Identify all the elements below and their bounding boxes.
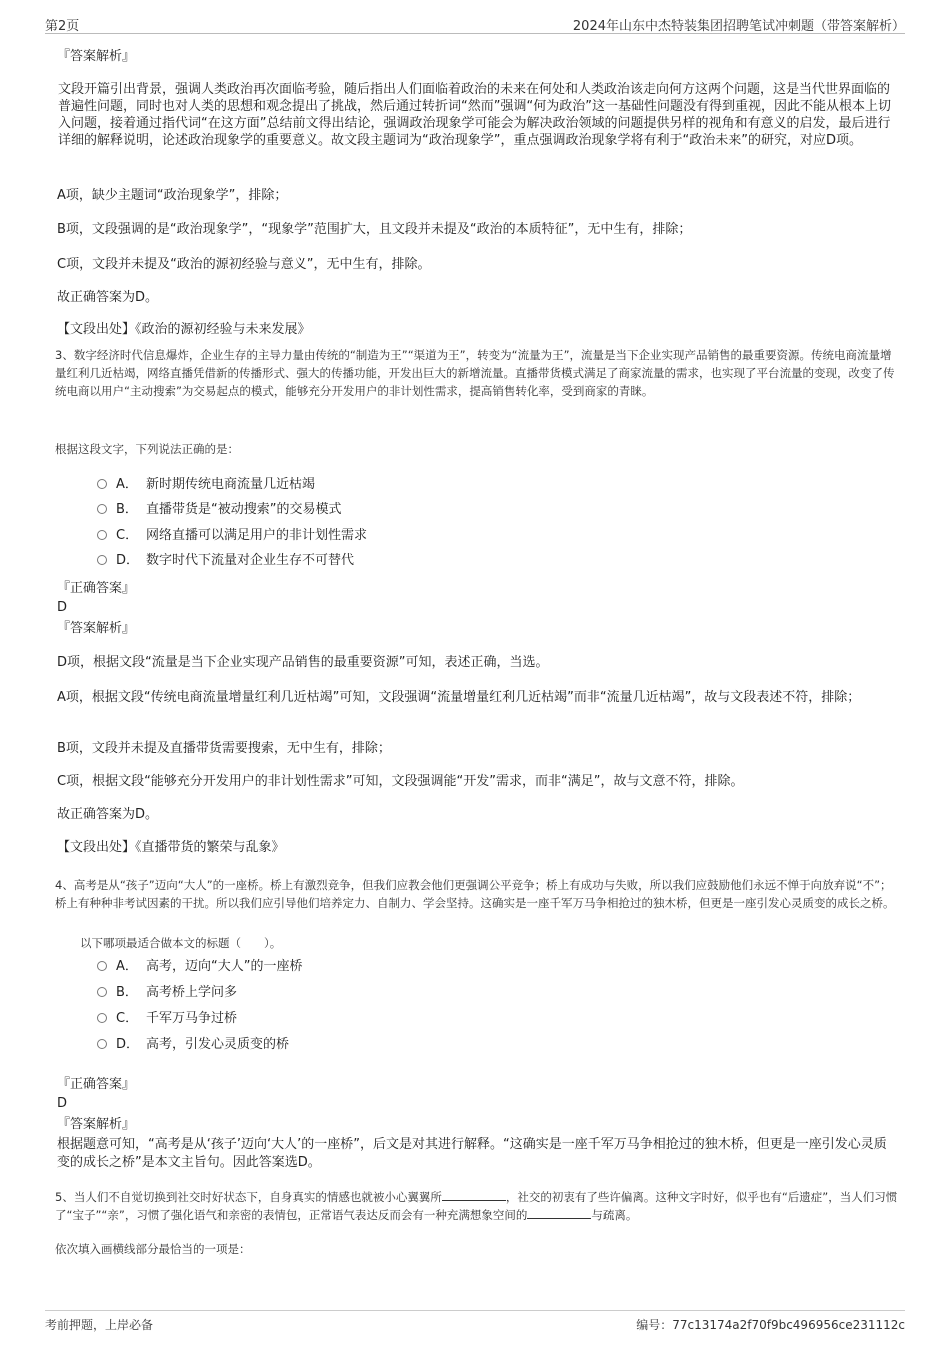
q3-answer: D <box>57 600 68 615</box>
q5-question: 依次填入画横线部分最恰当的一项是： <box>55 1242 251 1256</box>
option-letter: B． <box>116 502 138 517</box>
option-letter: C． <box>116 528 139 543</box>
q3-option-d[interactable] <box>97 552 354 570</box>
option-letter: C． <box>116 1011 139 1026</box>
option-letter: A． <box>116 959 138 974</box>
radio-icon[interactable] <box>97 1039 107 1049</box>
q3-conclusion: 故正确答案为D。 <box>57 807 159 822</box>
q3-question: 根据这段文字，下列说法正确的是： <box>55 442 239 456</box>
radio-icon[interactable] <box>97 987 107 997</box>
option-letter: D． <box>116 1037 140 1052</box>
q3-analysis-label: 『答案解析』 <box>57 621 136 636</box>
q2-conclusion: 故正确答案为D。 <box>57 290 159 305</box>
radio-icon[interactable] <box>97 504 107 514</box>
option-text: 数字时代下流量对企业生存不可替代 <box>146 553 355 568</box>
option-text: 高考桥上学问多 <box>146 985 238 1000</box>
document-id: 编号：77c13174a2f70f9bc496956ce231112c <box>636 1318 905 1332</box>
q3-source: 【文段出处】《直播带货的繁荣与乱象》 <box>57 840 285 855</box>
radio-icon[interactable] <box>97 530 107 540</box>
q5-stem-part3: 与疏离。 <box>591 1208 638 1222</box>
q4-analysis-text: 根据题意可知，“高考是从‘孩子’迈向‘大人’的一座桥”，后文是对其进行解释。“这确实是一座千军万马争相抢过的独木桥，但更是一座引发心灵质变的成长之桥”是本文主旨句。因此答案选D。 <box>57 1137 887 1170</box>
q2-analysis-text: 文段开篇引出背景，强调人类政治再次面临考验，随后指出人们面临着政治的未来在何处和人类政治该走向何方这两个问题，这是当代世界面临的普遍性问题，同时也对人类的思想和观念提出了挑战，然后通过转折词“然而”强调“何为政治”这一基础性问题没有得到重视，因此不能从根本上切入问题，接着通过指代词“在这方面”总结前文得出结论，强调政治现象学可能会为解决政治领域的问题提供另样的视角和有意义的启发，最后进行详细的解释说明，论述政治现象学的重要意义。故文段主题词为“政治现象学”，重点强调政治现象学将有利于“政治未来”的研究，对应D项。 <box>58 82 891 148</box>
q2-option-a-explain: A项，缺少主题词“政治现象学”，排除； <box>57 188 288 203</box>
option-text: 高考，迈向“大人”的一座桥 <box>146 959 303 974</box>
q2-option-b-explain: B项，文段强调的是“政治现象学”，“现象学”范围扩大，且文段并未提及“政治的本质特征”，无中生有，排除； <box>57 222 692 237</box>
radio-icon[interactable] <box>97 479 107 489</box>
q4-option-c[interactable] <box>97 1010 237 1028</box>
radio-icon[interactable] <box>97 555 107 565</box>
q3-option-c[interactable] <box>97 527 367 545</box>
document-title: 2024年山东中杰特装集团招聘笔试冲刺题（带答案解析） <box>572 19 905 34</box>
q3-option-a-explain: A项，根据文段“传统电商流量增量红利几近枯竭”可知，文段强调“流量增量红利几近枯竭”而非“流量几近枯竭”，故与文段表述不符，排除； <box>57 690 861 705</box>
radio-icon[interactable] <box>97 961 107 971</box>
option-text: 新时期传统电商流量几近枯竭 <box>146 477 316 492</box>
q4-stem: 4、高考是从“孩子”迈向“大人”的一座桥。桥上有激烈竞争，但我们应教会他们更强调公平竞争；桥上有成功与失败，所以我们应鼓励他们永远不惮于向放弃说“不”；桥上有种种非考试因素的干扰。所以我们应引导他们培养定力、自制力、学会坚持。这确实是一座千军万马争相抢过的独木桥，但更是一座引发心灵质变的成长之桥。 <box>55 878 895 910</box>
radio-icon[interactable] <box>97 1013 107 1023</box>
page-number: 第2页 <box>45 19 80 34</box>
q4-option-a[interactable] <box>97 958 302 976</box>
q3-option-b-explain: B项，文段并未提及直播带货需要搜索，无中生有，排除； <box>57 741 391 756</box>
q5-stem-part2: ，社交的初衷有了些许偏离。这种文字时好，似乎也有“后遗症”，当人们习惯了“宝子”“亲”，习惯了强化语气和亲密的表情包，正常语气表达反而会有一种充满想象空间的 <box>55 1190 898 1222</box>
q4-question: 以下哪项最适合做本文的标题（ ）。 <box>80 936 282 950</box>
q3-option-d-explain: D项，根据文段“流量是当下企业实现产品销售的最重要资源”可知，表述正确，当选。 <box>57 655 549 670</box>
option-letter: D． <box>116 553 140 568</box>
q2-option-c-explain: C项，文段并未提及“政治的源初经验与意义”，无中生有，排除。 <box>57 257 431 272</box>
q2-analysis-label: 『答案解析』 <box>57 49 136 64</box>
q4-analysis-label: 『答案解析』 <box>57 1117 136 1132</box>
q2-source: 【文段出处】《政治的源初经验与未来发展》 <box>57 322 311 337</box>
footer-slogan: 考前押题，上岸必备 <box>45 1318 154 1332</box>
q4-answer-label: 『正确答案』 <box>57 1077 136 1092</box>
fill-blank-1 <box>442 1189 506 1201</box>
option-letter: B． <box>116 985 138 1000</box>
q3-option-b[interactable] <box>97 501 341 519</box>
fill-blank-2 <box>527 1207 591 1219</box>
page-footer <box>45 1310 905 1340</box>
option-text: 直播带货是“被动搜索”的交易模式 <box>146 502 342 517</box>
option-text: 高考，引发心灵质变的桥 <box>146 1037 290 1052</box>
q3-option-a[interactable] <box>97 476 315 494</box>
q4-option-d[interactable] <box>97 1036 289 1054</box>
q4-option-b[interactable] <box>97 984 237 1002</box>
q3-option-c-explain: C项，根据文段“能够充分开发用户的非计划性需求”可知，文段强调能“开发”需求，而非“满足”，故与文意不符，排除。 <box>57 774 744 789</box>
option-letter: A． <box>116 477 138 492</box>
page-header <box>45 0 905 34</box>
q3-answer-label: 『正确答案』 <box>57 581 136 596</box>
q3-stem: 3、数字经济时代信息爆炸，企业生存的主导力量由传统的“制造为王”“渠道为王”，转变为“流量为王”，流量是当下企业实现产品销售的最重要资源。传统电商流量增量红利几近枯竭，网络直播凭借新的传播形式、强大的传播功能，开发出巨大的新增流量。直播带货模式满足了商家流量的需求，也实现了平台流量的变现，改变了传统电商以用户“主动搜索”为交易起点的模式，能够充分开发用户的非计划性需求，提高销售转化率，受到商家的青睐。 <box>55 348 895 398</box>
option-text: 网络直播可以满足用户的非计划性需求 <box>146 528 368 543</box>
q4-answer: D <box>57 1096 68 1111</box>
q5-stem-part1: 5、当人们不自觉切换到社交时好状态下，自身真实的情感也就被小心翼翼所 <box>55 1190 442 1204</box>
q5-stem <box>55 1188 900 1224</box>
option-text: 千军万马争过桥 <box>146 1011 238 1026</box>
